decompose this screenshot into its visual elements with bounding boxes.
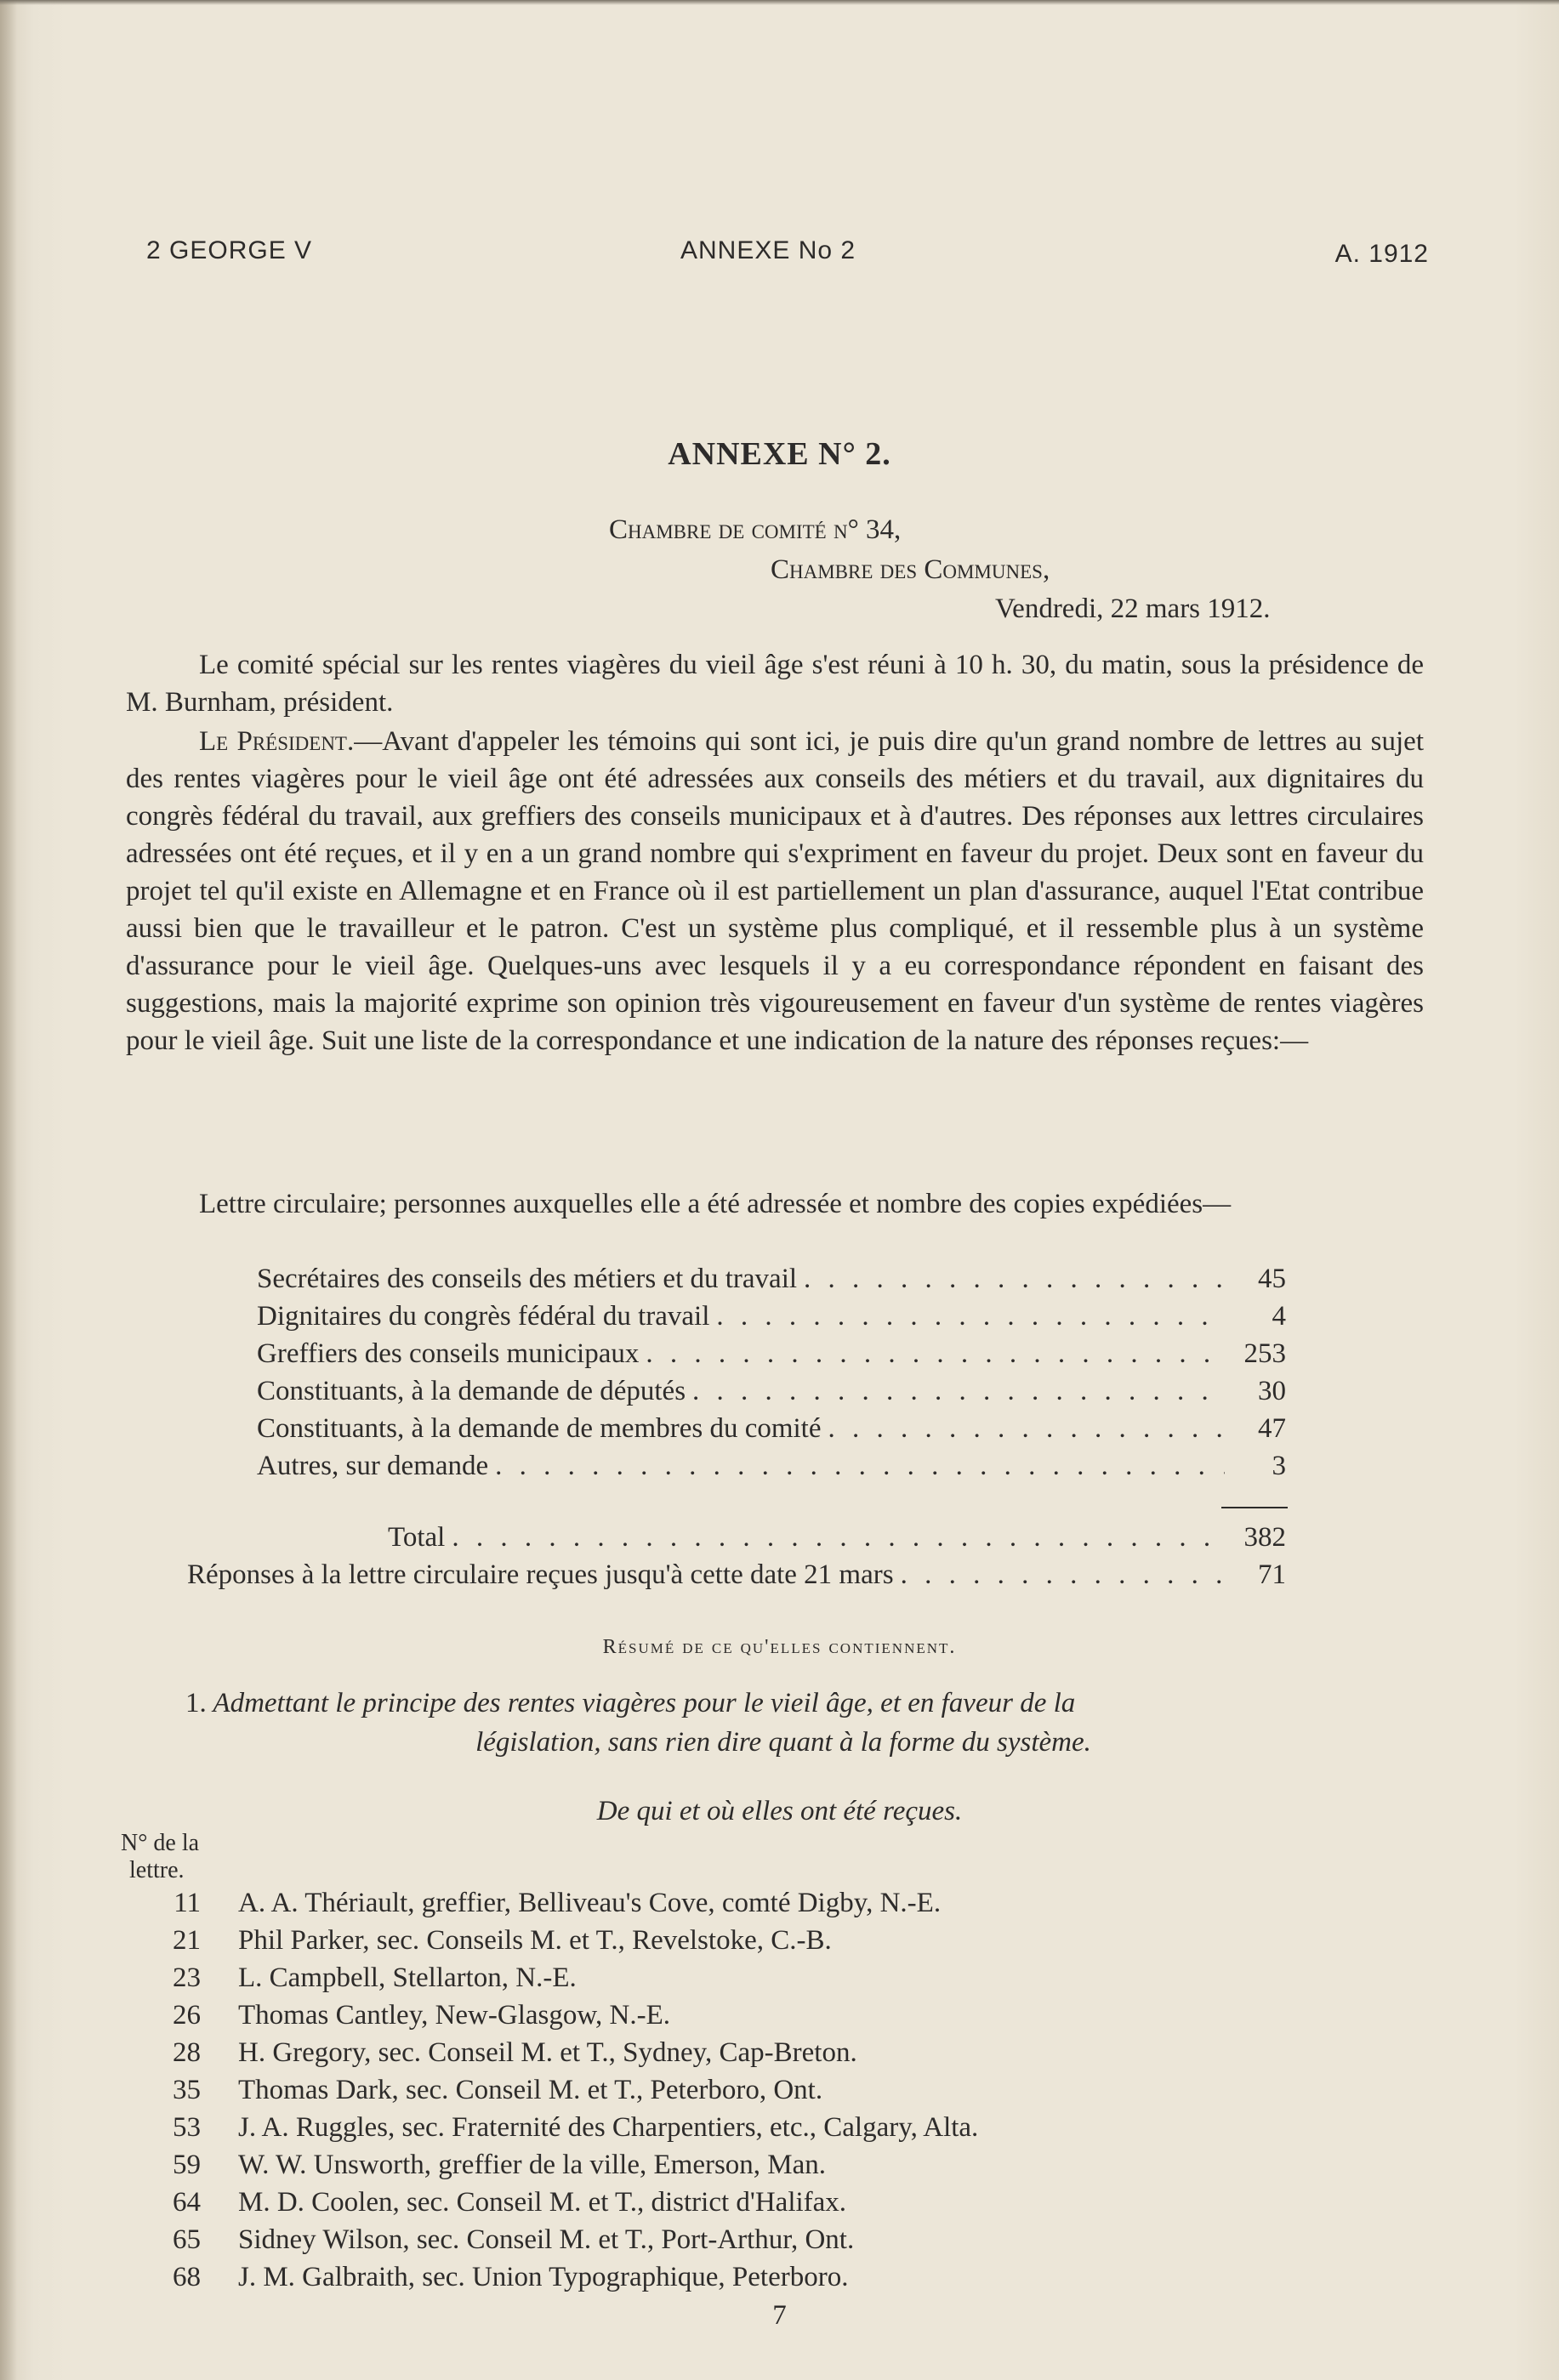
table-row bbox=[145, 1997, 1335, 2034]
distribution-label: Constituants, à la demande de membres du comité bbox=[257, 1413, 822, 1444]
paragraph-opening: Le comité spécial sur les rentes viagères du vieil âge s'est réuni à 10 h. 30, du matin, sous la présidence de M. Burnham, président. bbox=[126, 650, 1424, 718]
header-right: A. 1912 bbox=[1334, 240, 1429, 268]
table-row bbox=[145, 2184, 1335, 2221]
list-item bbox=[257, 1447, 1286, 1485]
dot-leader bbox=[452, 1519, 1225, 1556]
table-row bbox=[145, 2034, 1335, 2071]
letter-number: 11 bbox=[174, 1888, 201, 1918]
letter-number: 68 bbox=[173, 2262, 201, 2292]
total-label: Total bbox=[388, 1522, 446, 1553]
page-title: ANNEXE N° 2. bbox=[668, 436, 891, 472]
letters-list bbox=[145, 1884, 1335, 2296]
letter-sender: H. Gregory, sec. Conseil M. et T., Sydney, Cap-Breton. bbox=[238, 2037, 857, 2068]
total-row bbox=[388, 1519, 1286, 1556]
letter-sender: Phil Parker, sec. Conseils M. et T., Revelstoke, C.-B. bbox=[238, 1925, 832, 1956]
dot-leader bbox=[828, 1410, 1226, 1447]
distribution-value: 45 bbox=[1258, 1264, 1286, 1294]
distribution-value: 4 bbox=[1272, 1301, 1286, 1332]
running-header bbox=[145, 236, 1429, 270]
table-row bbox=[145, 1884, 1335, 1922]
column-heading-line1: N° de la bbox=[121, 1830, 200, 1856]
distribution-label: Constituants, à la demande de députés bbox=[257, 1376, 686, 1406]
table-row bbox=[145, 1922, 1335, 1959]
letter-number: 64 bbox=[173, 2187, 201, 2218]
header-left: 2 GEORGE V bbox=[146, 236, 313, 264]
letter-number: 21 bbox=[173, 1925, 201, 1956]
address-date: Vendredi, 22 mars 1912. bbox=[995, 594, 1271, 624]
distribution-value: 47 bbox=[1258, 1413, 1286, 1444]
paragraph-circular: Lettre circulaire; personnes auxquelles elle a été adressée et nombre des copies expédiées— bbox=[199, 1189, 1232, 1219]
letter-number: 23 bbox=[173, 1963, 201, 1993]
letter-sender: W. W. Unsworth, greffier de la ville, Emerson, Man. bbox=[238, 2150, 827, 2180]
point-text-line2: législation, sans rien dire quant à la forme du système. bbox=[475, 1727, 1091, 1758]
paragraph-president bbox=[126, 723, 1424, 1059]
page-top-edge bbox=[0, 0, 1559, 5]
letter-number-heading bbox=[121, 1830, 199, 1884]
column-heading-line2: lettre. bbox=[129, 1857, 185, 1883]
list-item bbox=[257, 1298, 1286, 1335]
table-row bbox=[145, 2146, 1335, 2184]
table-row bbox=[145, 1959, 1335, 1997]
letter-number: 53 bbox=[173, 2112, 201, 2143]
letter-number: 28 bbox=[173, 2037, 201, 2068]
distribution-value: 30 bbox=[1258, 1376, 1286, 1406]
table-row bbox=[145, 2221, 1335, 2258]
summary-point-1 bbox=[185, 1684, 1415, 1762]
replies-value: 71 bbox=[1258, 1559, 1286, 1590]
letter-sender: J. A. Ruggles, sec. Fraternité des Charpentiers, etc., Calgary, Alta. bbox=[238, 2112, 979, 2143]
dot-leader bbox=[901, 1556, 1225, 1593]
replies-row bbox=[187, 1556, 1286, 1593]
list-item bbox=[257, 1260, 1286, 1298]
total-value: 382 bbox=[1243, 1522, 1286, 1553]
letter-sender: L. Campbell, Stellarton, N.-E. bbox=[238, 1963, 577, 1993]
dot-leader bbox=[716, 1298, 1225, 1335]
total-rule bbox=[1221, 1507, 1288, 1508]
table-row bbox=[145, 2109, 1335, 2146]
letter-sender: J. M. Galbraith, sec. Union Typographique, Peterboro. bbox=[238, 2262, 849, 2292]
speaker-name: Le Président. bbox=[199, 726, 355, 757]
letter-sender: Thomas Dark, sec. Conseil M. et T., Peterboro, Ont. bbox=[238, 2075, 823, 2105]
replies-line bbox=[187, 1556, 1286, 1593]
distribution-value: 253 bbox=[1243, 1338, 1286, 1369]
list-item bbox=[257, 1410, 1286, 1447]
distribution-label: Dignitaires du congrès fédéral du travail bbox=[257, 1301, 710, 1332]
header-center: ANNEXE No 2 bbox=[680, 236, 856, 264]
distribution-value: 3 bbox=[1272, 1451, 1286, 1481]
letter-number: 59 bbox=[173, 2150, 201, 2180]
point-number: 1. bbox=[185, 1688, 207, 1718]
list-item bbox=[257, 1335, 1286, 1372]
dot-leader bbox=[692, 1372, 1225, 1410]
distribution-label: Autres, sur demande bbox=[257, 1451, 489, 1481]
letter-number: 35 bbox=[173, 2075, 201, 2105]
president-statement: —Avant d'appeler les témoins qui sont ici, je puis dire qu'un grand nombre de lettres au sujet des rentes viagères pour le vieil âge ont été adressées aux conseils des métiers et du travail, aux dignitaires du congrès fédéral du travail, aux greffiers des conseils municipaux et à d'autres. Des réponses aux lettres circulaires adressées ont été reçues, et il y en a un grand nombre qui s'expriment en faveur du projet. Deux sont en faveur du projet tel qu'il existe en Allemagne et en France où il est partiellement un plan d'assurance, auquel l'Etat contribue aussi bien que le travailleur et le patron. C'est un système plus compliqué, et il ressemble plus à un système d'assurance pour le vieil âge. Quelques-uns avec lesquels il y a eu correspondance répondent en faisant des suggestions, mais la majorité exprime son opinion très vigoureusement en faveur d'un système de rentes viagères pour le vieil âge. Suit une liste de la correspondance et une indication de la nature des réponses reçues:— bbox=[126, 726, 1424, 1056]
letter-number: 26 bbox=[173, 2000, 201, 2031]
distribution-list bbox=[257, 1260, 1286, 1485]
distribution-label: Greffiers des conseils municipaux bbox=[257, 1338, 640, 1369]
list-item bbox=[257, 1372, 1286, 1410]
address-house: Chambre des Communes, bbox=[771, 554, 1050, 585]
binding-shadow bbox=[0, 0, 17, 2380]
dot-leader bbox=[804, 1260, 1225, 1298]
dot-leader bbox=[646, 1335, 1225, 1372]
point-text-line1: Admettant le principe des rentes viagères pour le vieil âge, et en faveur de la bbox=[213, 1688, 1076, 1718]
origin-heading: De qui et où elles ont été reçues. bbox=[596, 1796, 963, 1826]
page-number: 7 bbox=[772, 2300, 787, 2331]
summary-heading: Résumé de ce qu'elles contiennent. bbox=[602, 1636, 957, 1658]
distribution-label: Secrétaires des conseils des métiers et du travail bbox=[257, 1264, 798, 1294]
table-row bbox=[145, 2258, 1335, 2296]
total-line bbox=[388, 1519, 1286, 1556]
letter-sender: Thomas Cantley, New-Glasgow, N.-E. bbox=[238, 2000, 671, 2031]
replies-label: Réponses à la lettre circulaire reçues jusqu'à cette date 21 mars bbox=[187, 1559, 894, 1590]
letter-sender: M. D. Coolen, sec. Conseil M. et T., district d'Halifax. bbox=[238, 2187, 847, 2218]
letter-sender: Sidney Wilson, sec. Conseil M. et T., Port-Arthur, Ont. bbox=[238, 2224, 855, 2255]
letter-number: 65 bbox=[173, 2224, 201, 2255]
address-room: Chambre de comité n° 34, bbox=[609, 514, 902, 545]
dot-leader bbox=[495, 1447, 1225, 1485]
table-row bbox=[145, 2071, 1335, 2109]
letter-sender: A. A. Thériault, greffier, Belliveau's Cove, comté Digby, N.-E. bbox=[238, 1888, 942, 1918]
